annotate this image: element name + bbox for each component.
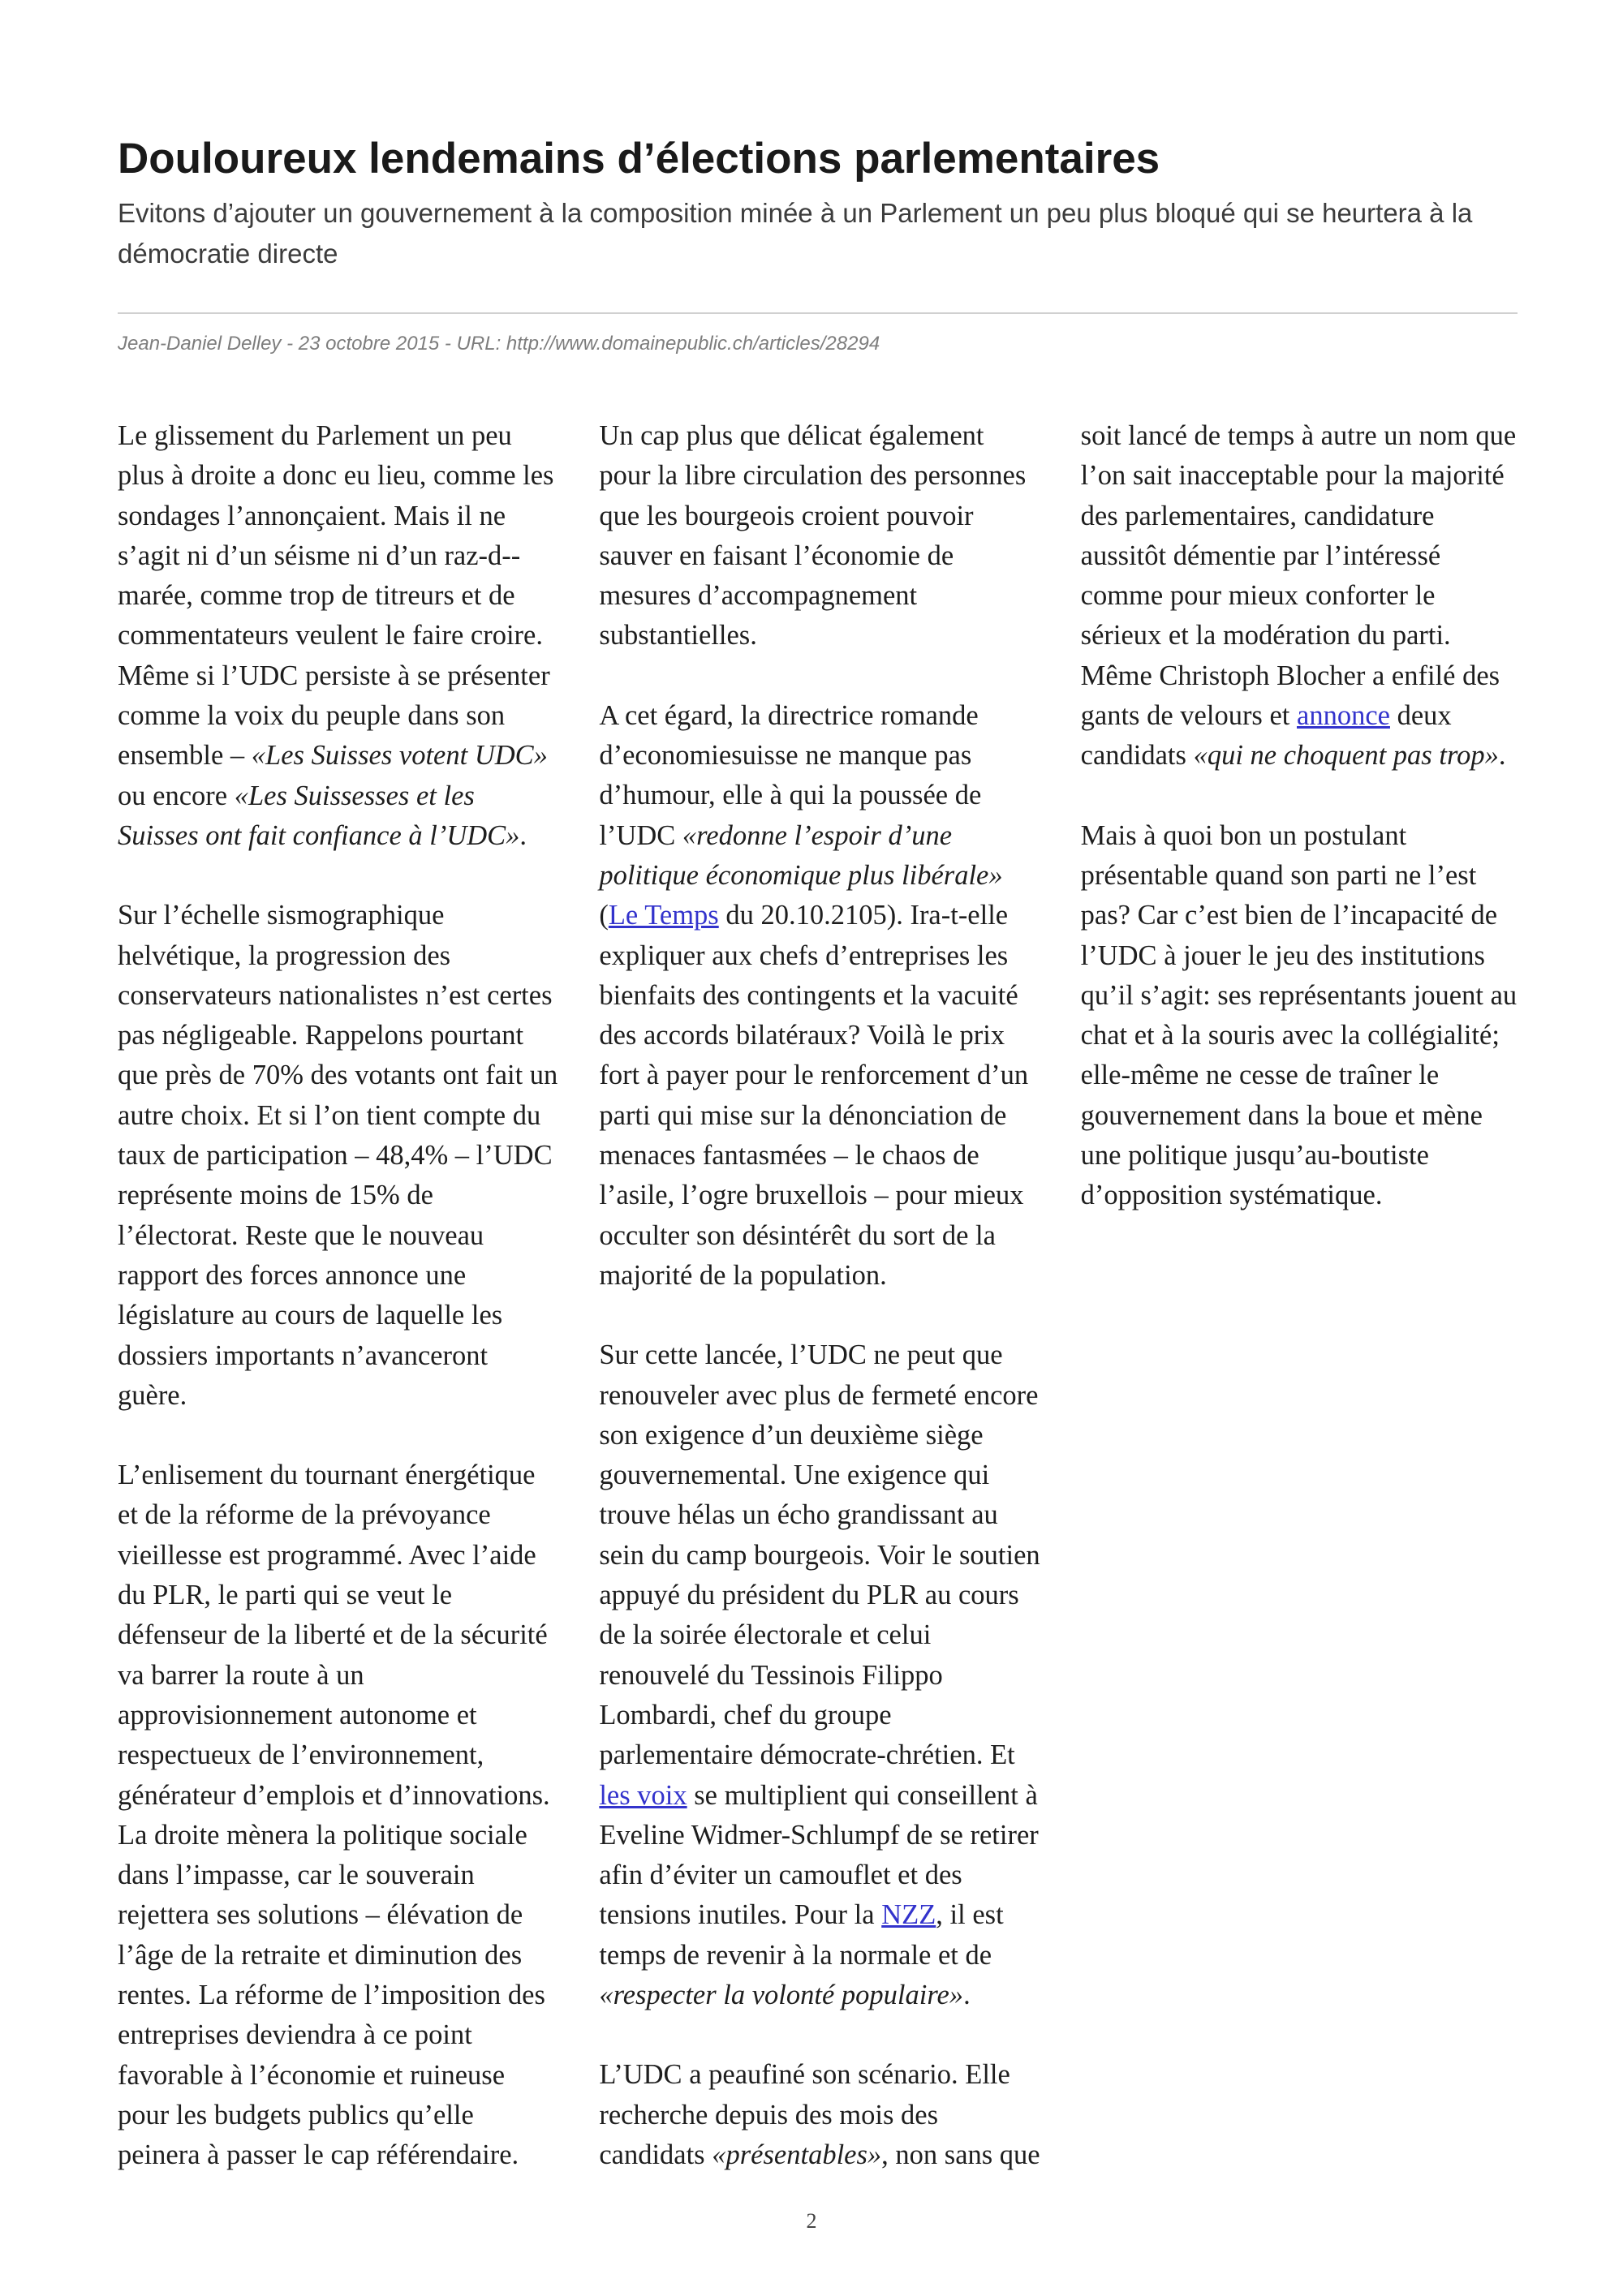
article-subtitle: Evitons d’ajouter un gouvernement à la composition minée à un Parlement un peu plus bloqué qui se heurtera à la démocratie directe [118,198,1473,269]
article-body [118,416,1522,2177]
paragraph-1: Le glissement du Parlement un peu plus à droite a donc eu lieu, comme les sondages l’annonçaient. Mais il ne s’agit ni d’un séisme ni d’un raz-d--marée, comme trop de titreurs et de commentateurs veulent le faire croire. Même si l’UDC persiste à se présenter comme la voix du peuple dans son ensemble – «Les Suisses votent UDC» ou encore «Les Suissesses et les Suisses ont fait confiance à l’UDC». [118,420,554,851]
paragraph-6: L’UDC a peaufiné son scénario. Elle recherche depuis des mois des candidats «présentables», non sans que soit lancé de temps à autre un nom que l’on sait inacceptable pour la majorité des parlementaires, candidature aussitôt démentie par l’intéressé comme pour mieux conforter le sérieux et la modération du parti. Même Christoph Blocher a enfilé des gants de velours et annonce deux candidats «qui ne choquent pas trop». [599,420,1517,2170]
link-nzz[interactable]: NZZ [881,1899,936,1931]
link-le-temps[interactable]: Le Temps [608,900,719,931]
quote: «présentables» [712,2139,882,2170]
paragraph-2: Sur l’échelle sismographique helvétique, la progression des conservateurs nationalistes n’est certes pas négligeable. Rappelons pourtant que près de 70% des votants ont fait un autre choix. Et si l’on tient compte du taux de participation – 48,4% – l’UDC représente moins de 15% de l’électorat. Reste que le nouveau rapport des forces annonce une législature au cours de laquelle les dossiers importants n’avanceront guère. [118,900,558,1411]
quote: «Les Suissesses et les Suisses ont fait confiance à l’UDC» [118,780,520,851]
page-number: 2 [806,2209,817,2233]
article-byline: Jean-Daniel Delley - 23 octobre 2015 - URL: http://www.domainepublic.ch/articles/28294 [118,333,880,355]
quote: «respecter la volonté populaire» [599,1979,964,2010]
quote: «Les Suisses votent UDC» [251,740,548,772]
column-1 [118,416,1522,2177]
paragraph-7: Mais à quoi bon un postulant présentable quand son parti ne l’est pas? Car c’est bien de l’incapacité de l’UDC à jouer le jeu des institutions qu’il s’agit: ses représentants jouent au chat et à la souris avec la collégialité; elle-même ne cesse de traîner le gouvernement dans la boue et mène une politique jusqu’au-boutiste d’opposition systématique. [1080,819,1518,1211]
quote: «redonne l’espoir d’une politique économique plus libérale» [599,819,1003,891]
paragraph-5: Sur cette lancée, l’UDC ne peut que renouveler avec plus de fermeté encore son exigence d’un deuxième siège gouvernemental. Une exigence qui trouve hélas un écho grandissant au sein du camp bourgeois. Voir le soutien appuyé du président du PLR au cours de la soirée électorale et celui renouvelé du Tessinois Filippo Lombardi, chef du groupe parlementaire démocrate-chrétien. Et les voix se multiplient qui conseillent à Eveline Widmer-Schlumpf de se retirer afin d’éviter un camouflet et des tensions inutiles. Pour la NZZ, il est temps de revenir à la normale et de «respecter la volonté populaire». [599,1339,1040,2010]
article-title: Douloureux lendemains d’élections parlementaires [118,135,1160,183]
paragraph-3: L’enlisement du tournant énergétique et de la réforme de la prévoyance vieillesse est programmé. Avec l’aide du PLR, le parti qui se veut le défenseur de la liberté et de la sécurité va barrer la route à un approvisionnement autonome et respectueux de l’environnement, générateur d’emplois et d’innovations. La droite mènera la politique sociale dans l’impasse, car le souverain rejettera ses solutions – élévation de l’âge de la retraite et diminution des rentes. La réforme de l’imposition des entreprises deviendra à ce point favorable à l’économie et ruineuse pour les budgets publics qu’elle peinera à passer le cap référendaire. Un cap plus que délicat également pour la libre circulation des personnes que les bourgeois croient pouvoir sauver en faisant l’économie de mesures d’accompagnement substantielles. [118,420,1027,2171]
quote: «qui ne choquent pas trop» [1193,740,1499,772]
paragraph-4: A cet égard, la directrice romande d’economiesuisse ne manque pas d’humour, elle à qui la poussée de l’UDC «redonne l’espoir d’une politique économique plus libérale» (Le Temps du 20.10.2105). Ira-t-elle expliquer aux chefs d’entreprises les bienfaits des contingents et la vacuité des accords bilatéraux? Voilà le prix fort à payer pour le renforcement d’un parti qui mise sur la dénonciation de menaces fantasmées – le chaos de l’asile, l’ogre bruxellois – pour mieux occulter son désintérêt du sort de la majorité de la population. [599,699,1029,1291]
link-les-voix[interactable]: les voix [599,1779,687,1811]
link-annonce[interactable]: annonce [1297,700,1390,732]
header-divider [118,312,1518,314]
article-header [118,130,1513,274]
